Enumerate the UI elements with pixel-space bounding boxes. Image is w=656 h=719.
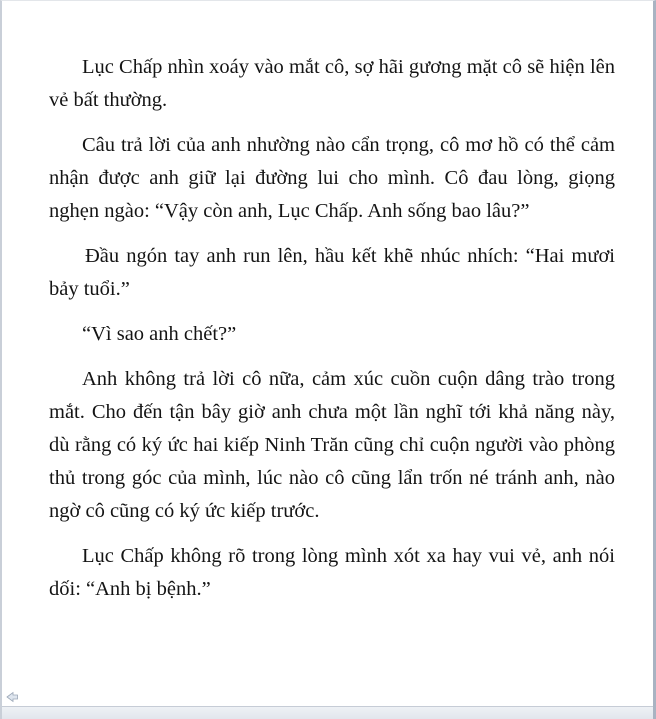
- document-body: [49, 51, 615, 618]
- document-page: [2, 1, 653, 706]
- paragraph-4: “Vì sao anh chết?”: [82, 323, 237, 345]
- paragraph-3: Đầu ngón tay anh run lên, hầu kết khẽ nhúc nhích: “Hai mươi bảy tuổi.”: [49, 245, 615, 300]
- paragraph-6: Lục Chấp không rõ trong lòng mình xót xa hay vui vẻ, anh nói dối: “Anh bị bệnh.”: [49, 545, 615, 600]
- paragraph-5: Anh không trả lời cô nữa, cảm xúc cuồn cuộn dâng trào trong mắt. Cho đến tận bây giờ anh chưa một lần nghĩ tới khả năng này, dù rằng có ký ức hai kiếp Ninh Trăn cũng chỉ cuộn người vào phòng thủ trong góc của mình, lúc nào cô cũng lẩn trốn né tránh anh, nào ngờ cô cũng có ký ức kiếp trước.: [49, 368, 615, 522]
- paragraph-2: Câu trả lời của anh nhường nào cẩn trọng, cô mơ hồ có thể cảm nhận được anh giữ lại đường lui cho mình. Cô đau lòng, giọng nghẹn ngào: “Vậy còn anh, Lục Chấp. Anh sống bao lâu?”: [49, 134, 615, 222]
- paragraph-1: Lục Chấp nhìn xoáy vào mắt cô, sợ hãi gương mặt cô sẽ hiện lên vẻ bất thường.: [49, 56, 615, 111]
- horizontal-scrollbar[interactable]: [2, 706, 653, 719]
- scroll-left-arrow-icon[interactable]: [5, 691, 19, 703]
